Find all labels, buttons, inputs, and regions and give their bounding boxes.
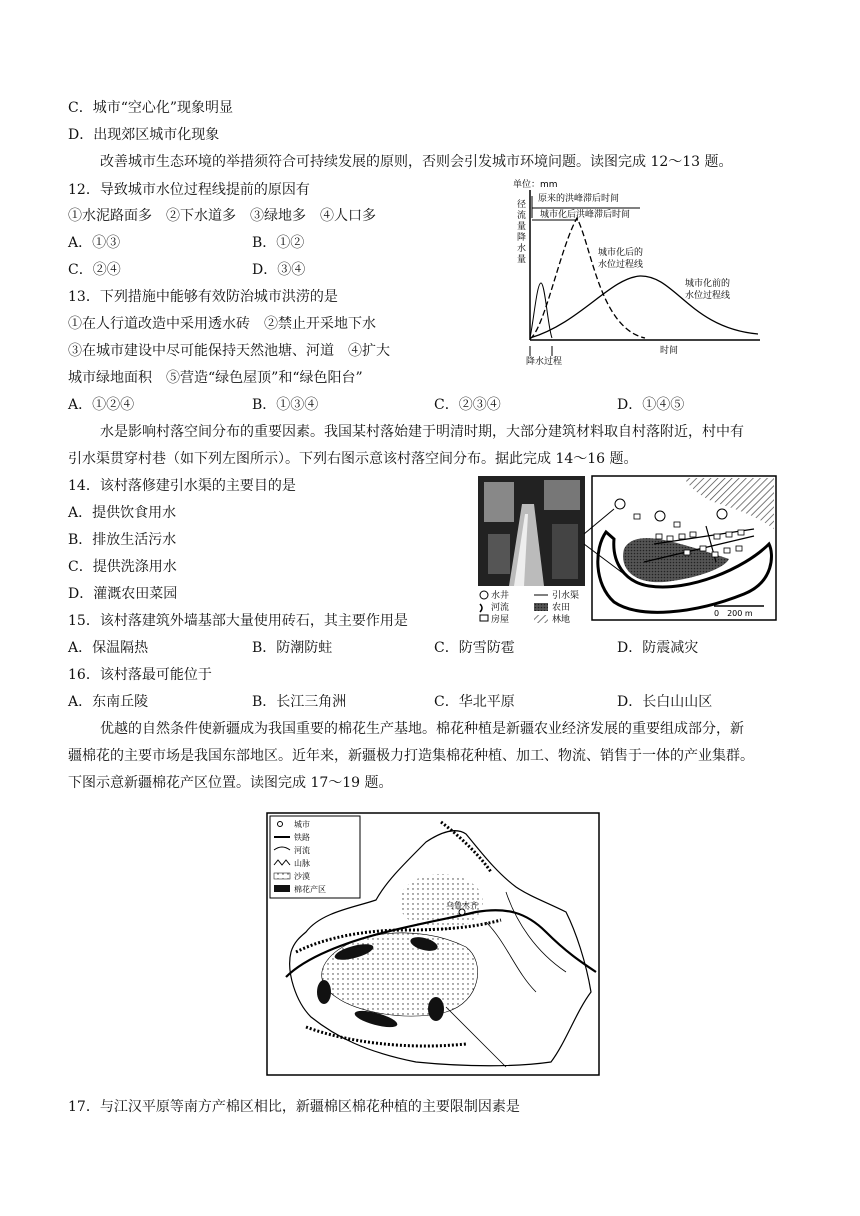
q13-option-b: B．①③④ <box>252 397 319 413</box>
q14-option-c: C．提供洗涤用水 <box>68 559 177 575</box>
legend-well: 水井 <box>491 591 510 601</box>
q16-option-d: D．长白山山区 <box>617 694 713 710</box>
hydro-yaxis-2: 流 <box>517 211 527 221</box>
legend-river: 河流 <box>491 603 510 613</box>
map-legend <box>270 816 360 898</box>
question-14: 14．该村落修建引水渠的主要目的是 <box>68 478 296 494</box>
q12-option-b: B．①② <box>252 235 305 251</box>
legend-farmland: 农田 <box>552 603 571 613</box>
question-17: 17．与江汉平原等南方产棉区相比，新疆棉区棉花种植的主要限制因素是 <box>68 1099 520 1115</box>
xinjiang-cotton-map <box>266 812 600 1076</box>
intro-14-16-line2: 引水渠贯穿村巷（如下列左图所示）。下列右图示意该村落空间分布。据此完成 14～16 题。 <box>68 451 638 467</box>
q12-option-c: C．②④ <box>68 262 121 278</box>
question-13: 13．下列措施中能够有效防治城市洪涝的是 <box>68 289 338 305</box>
hydrograph-figure <box>500 178 780 368</box>
legend-railway: 铁路 <box>294 833 310 842</box>
q13-option-d: D．①④⑤ <box>617 397 685 413</box>
time-axis-label: 时间 <box>660 346 679 356</box>
q14-option-d: D．灌溉农田菜园 <box>68 586 178 602</box>
intro-17-19-line1: 优越的自然条件使新疆成为我国重要的棉花生产基地。棉花种植是新疆农业经济发展的重要组成部分，新 <box>100 721 744 737</box>
legend-desert: 沙漠 <box>294 872 310 881</box>
q16-option-b: B．长江三角洲 <box>252 694 347 710</box>
q16-option-a: A．东南丘陵 <box>68 694 149 710</box>
q15-option-a: A．保温隔热 <box>68 640 149 656</box>
question-13-item-2: ③在城市建设中尽可能保持天然池塘、河道 ④扩大 <box>68 343 390 359</box>
question-12: 12．导致城市水位过程线提前的原因有 <box>68 182 310 198</box>
rain-process-label: 降水过程 <box>526 357 563 367</box>
hydro-yaxis-4: 降 <box>517 233 527 243</box>
question-13-item-1: ①在人行道改造中采用透水砖 ②禁止开采地下水 <box>68 316 376 332</box>
legend-city: 城市 <box>294 820 310 829</box>
q15-option-d: D．防震减灾 <box>617 640 699 656</box>
q12-option-a: A．①③ <box>68 235 121 251</box>
before-curve-label-2: 水位过程线 <box>685 291 731 301</box>
question-16: 16．该村落最可能位于 <box>68 667 212 683</box>
intro-17-19-line3: 下图示意新疆棉花产区位置。读图完成 17～19 题。 <box>68 775 393 791</box>
village-figure <box>474 474 780 624</box>
option-c-q11: C．城市“空心化”现象明显 <box>68 100 234 116</box>
hydro-yaxis-1: 径 <box>517 200 527 210</box>
q14-option-b: B．排放生活污水 <box>68 532 177 548</box>
intro-17-19-line2: 疆棉花的主要市场是我国东部地区。近年来，新疆极力打造集棉花种植、加工、物流、销售于一体的产业集群。 <box>68 748 754 764</box>
village-legend <box>480 589 579 624</box>
legend-river: 河流 <box>294 846 310 855</box>
question-15: 15．该村落建筑外墙基部大量使用砖石，其主要作用是 <box>68 613 408 629</box>
village-scale: 0 200 m <box>714 609 753 618</box>
legend-house: 房屋 <box>491 615 510 624</box>
question-13-item-3: 城市绿地面积 ⑤营造“绿色屋顶”和“绿色阳台” <box>68 370 363 386</box>
q15-option-b: B．防潮防蛀 <box>252 640 333 656</box>
lag-after-label: 城市化后洪峰滞后时间 <box>540 210 631 220</box>
hydro-yaxis-3: 量 <box>517 222 527 232</box>
legend-canal: 引水渠 <box>552 591 580 601</box>
after-curve-label-1: 城市化后的 <box>598 248 644 258</box>
q14-option-a: A．提供饮食用水 <box>68 505 177 521</box>
hydro-yaxis-6: 量 <box>517 255 527 265</box>
after-curve-label-2: 水位过程线 <box>598 260 644 270</box>
q13-option-c: C．②③④ <box>434 397 501 413</box>
intro-12-13: 改善城市生态环境的举措须符合可持续发展的原则，否则会引发城市环境问题。读图完成 12～13 题。 <box>100 154 733 170</box>
q16-option-c: C．华北平原 <box>434 694 515 710</box>
intro-14-16-line1: 水是影响村落空间分布的重要因素。我国某村落始建于明清时期，大部分建筑材料取自村落附近，村中有 <box>100 424 744 440</box>
lag-before-label: 原来的洪峰滞后时间 <box>538 194 620 204</box>
legend-cotton: 棉花产区 <box>294 885 326 894</box>
city-urumqi: 乌鲁木齐 <box>446 901 478 910</box>
legend-mountain: 山脉 <box>294 859 310 868</box>
option-d-q11: D．出现郊区城市化现象 <box>68 127 220 143</box>
hydro-yaxis-5: 水 <box>517 244 527 254</box>
canal-photo <box>478 476 585 586</box>
q12-option-d: D．③④ <box>252 262 306 278</box>
before-curve-label-1: 城市化前的 <box>685 279 731 289</box>
legend-forest: 林地 <box>552 615 571 624</box>
question-12-items: ①水泥路面多 ②下水道多 ③绿地多 ④人口多 <box>68 208 376 224</box>
q15-option-c: C．防雪防雹 <box>434 640 515 656</box>
q13-option-a: A．①②④ <box>68 397 135 413</box>
hydro-unit: 单位：mm <box>513 180 558 190</box>
village-map <box>584 476 776 620</box>
